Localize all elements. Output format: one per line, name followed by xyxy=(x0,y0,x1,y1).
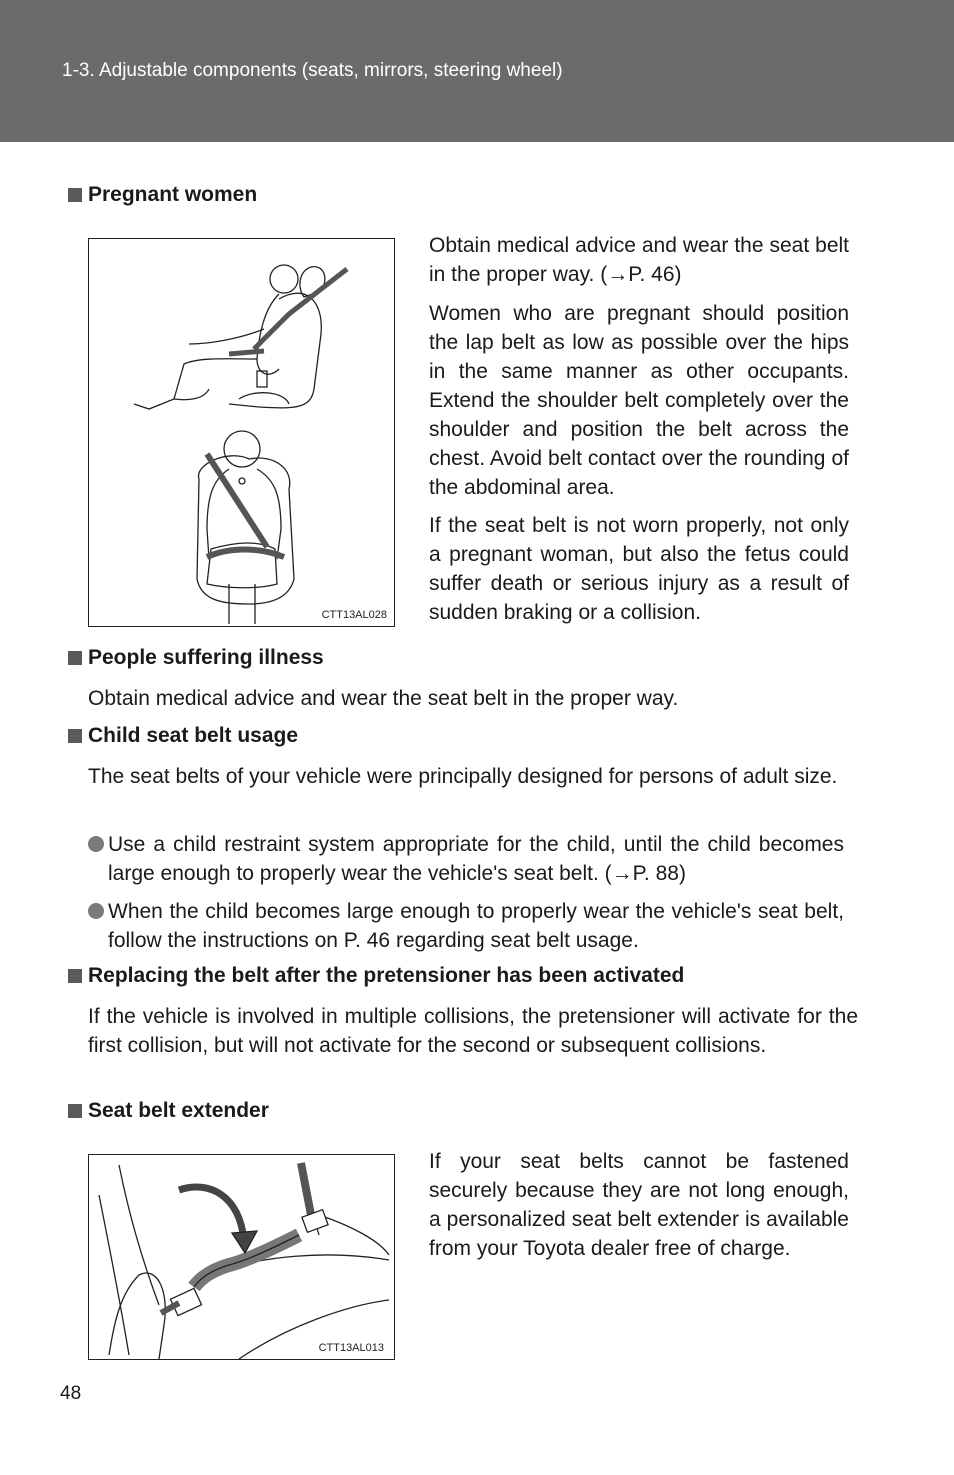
pretensioner-para: If the vehicle is involved in multiple collisions, the pretensioner will activate for the first collision, but will not activate for the second or subsequent collisions. xyxy=(88,1005,858,1057)
figure-seat-belt-extender xyxy=(88,1154,395,1360)
heading-replacing-belt-pretensioner: Replacing the belt after the pretensioner has been activated xyxy=(68,964,684,988)
circle-bullet-icon xyxy=(88,836,104,852)
heading-child-seat-belt-usage: Child seat belt usage xyxy=(68,724,298,748)
square-bullet-icon xyxy=(68,1104,82,1118)
heading-people-suffering-illness: People suffering illness xyxy=(68,646,324,670)
page-number: 48 xyxy=(60,1383,82,1404)
pregnant-para-1: Obtain medical advice and wear the seat belt in the proper way. (→P. 46) xyxy=(429,234,849,286)
section-title: 1-3. Adjustable components (seats, mirrors, steering wheel) xyxy=(62,60,563,81)
pregnant-para-2: Women who are pregnant should position the lap belt as low as possible over the hips in the same manner as other occupants. Extend the shoulder belt completely over the shoulder and position the belt across the chest. Avoid belt contact over the rounding of the abdominal area. xyxy=(429,302,849,499)
extender-para: If your seat belts cannot be fastened securely because they are not long enough, a personalized seat belt extender is available from your Toyota dealer free of charge. xyxy=(429,1150,849,1260)
square-bullet-icon xyxy=(68,651,82,665)
child-para: The seat belts of your vehicle were principally designed for persons of adult size. xyxy=(88,765,838,788)
pregnant-woman-illustration xyxy=(89,239,394,626)
list-item: When the child becomes large enough to properly wear the vehicle's seat belt, follow the instructions on P. 46 regarding seat belt usage. xyxy=(88,897,844,955)
circle-bullet-icon xyxy=(88,903,104,919)
pregnant-para-3: If the seat belt is not worn properly, not only a pregnant woman, but also the fetus could suffer death or serious injury as a result of sudden braking or a collision. xyxy=(429,514,849,624)
list-item: Use a child restraint system appropriate for the child, until the child becomes large enough to properly wear the vehicle's seat belt. (→P. 88) xyxy=(88,830,844,888)
figure-pregnant-woman-seatbelt xyxy=(88,238,395,627)
page-header xyxy=(0,0,954,142)
illness-para: Obtain medical advice and wear the seat belt in the proper way. xyxy=(88,687,679,710)
figure-code-label: CTT13AL028 xyxy=(321,609,387,621)
square-bullet-icon xyxy=(68,729,82,743)
square-bullet-icon xyxy=(68,969,82,983)
figure-code-label: CTT13AL013 xyxy=(318,1342,384,1354)
heading-pregnant-women: Pregnant women xyxy=(68,183,257,207)
heading-seat-belt-extender: Seat belt extender xyxy=(68,1099,269,1123)
seat-belt-extender-illustration xyxy=(89,1155,394,1359)
square-bullet-icon xyxy=(68,188,82,202)
